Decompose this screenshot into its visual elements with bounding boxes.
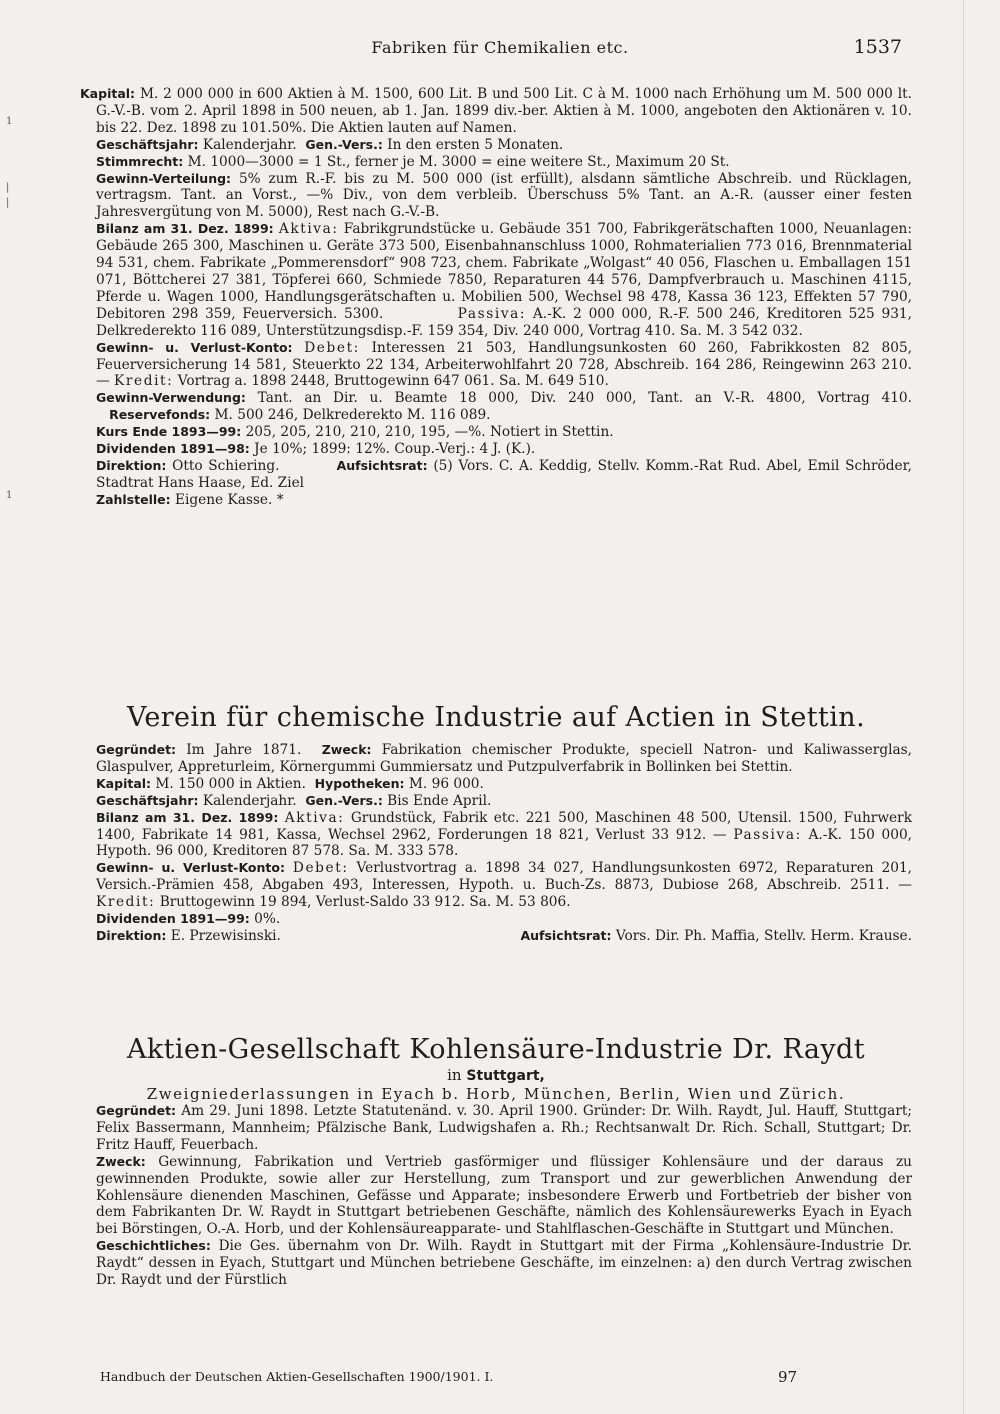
entry-geschaeftsjahr bbox=[80, 793, 912, 810]
entry-direktion bbox=[80, 458, 912, 492]
entry-geschaeftsjahr bbox=[80, 137, 912, 154]
page-number: 1537 bbox=[853, 36, 902, 58]
text-kredit: Vortrag a. 1898 2448, Bruttogewinn 647 061. Sa. M. 649 510. bbox=[177, 373, 609, 390]
text-hypotheken: M. 96 000. bbox=[408, 775, 484, 792]
margin-mark: | bbox=[6, 197, 10, 208]
label-gewinn-verwendung: Gewinn-Verwendung: bbox=[96, 390, 246, 406]
word-in: in bbox=[447, 1066, 462, 1084]
text-zahlstelle: Eigene Kasse. * bbox=[174, 491, 284, 508]
text-direktion: E. Przewisinski. bbox=[170, 927, 281, 944]
label-dividenden: Dividenden 1891—99: bbox=[96, 911, 250, 927]
label-kapital: Kapital: bbox=[80, 86, 136, 101]
label-zweck: Zweck: bbox=[321, 742, 372, 757]
section-previous-company bbox=[80, 86, 912, 509]
text-aufsichtsrat: (5) Vors. C. A. Keddig, Stellv. Komm.-Rat Rud. Abel, Emil Schröder, Stadtrat Hans Haase, Ed. Ziel bbox=[96, 457, 912, 491]
label-kurs: Kurs Ende 1893—99: bbox=[96, 424, 242, 440]
company-title: Verein für chemische Industrie auf Actien in Stettin. bbox=[126, 702, 866, 733]
text-kredit: Bruttogewinn 19 894, Verlust-Saldo 33 912. Sa. M. 53 806. bbox=[159, 894, 571, 911]
text-passiva: A.-K. 2 000 000, R.-F. 500 246, Kreditoren 525 931, Delkrederekto 116 089, Unterstützungsdisp.-F. 159 354, Div. 240 000, Vortrag 410. Sa. M. 3 542 032. bbox=[96, 305, 912, 339]
entry-gegruendet bbox=[80, 1103, 912, 1154]
label-hypotheken: Hypotheken: bbox=[314, 775, 405, 791]
word-aktiva: Aktiva: bbox=[284, 809, 345, 826]
text-gewinn-verwendung: Tant. an Dir. u. Beamte 18 000, Div. 240 000, Tant. an V.-R. 4800, Vortrag 410. bbox=[257, 390, 912, 407]
footer-signature-number: 97 bbox=[778, 1368, 798, 1386]
text-gegruendet: Im Jahre 1871. bbox=[186, 742, 302, 758]
text-geschaeftsjahr: Kalenderjahr. bbox=[202, 792, 297, 809]
entry-bilanz bbox=[80, 810, 912, 861]
label-stimmrecht: Stimmrecht: bbox=[96, 153, 184, 169]
company-title: Aktien-Gesellschaft Kohlensäure-Industrie Dr. Raydt bbox=[127, 1034, 865, 1065]
word-passiva: Passiva: bbox=[733, 826, 802, 843]
entry-stimmrecht bbox=[80, 154, 912, 171]
label-aufsichtsrat: Aufsichtsrat: bbox=[336, 457, 428, 473]
text-debet: Verlustvortrag a. 1898 34 027, Handlungsunkosten 6972, Reparaturen 201, Versich.-Prämien 458, Abgaben 493, Interessen, Hypoth. u. Buch-Zs. 8873, Dubiose 268, Abschreib. 2511. — bbox=[96, 860, 913, 894]
text-geschichtliches: Die Ges. übernahm von Dr. Wilh. Raydt in Stuttgart mit der Firma „Kohlensäure-Industrie Dr. Raydt“ dessen in Eyach, Stuttgart und München betriebene Geschäfte, im einzelnen: a) den durch Vertrag zwischen Dr. Raydt und der Fürstlich bbox=[96, 1238, 912, 1289]
footer-source: Handbuch der Deutschen Aktien-Gesellschaften 1900/1901. I. bbox=[100, 1369, 494, 1384]
entry-dividenden bbox=[80, 911, 912, 928]
entry-geschichtliches bbox=[80, 1238, 912, 1289]
entry-dividenden bbox=[80, 441, 912, 458]
company-city: Stuttgart, bbox=[466, 1068, 545, 1084]
entry-zweck bbox=[80, 1154, 912, 1239]
entry-gewinn-verlust bbox=[80, 340, 912, 391]
label-gegruendet: Gegründet: bbox=[96, 742, 177, 757]
margin-mark: 1 bbox=[6, 116, 13, 127]
entry-gewinn-verwendung bbox=[80, 390, 912, 424]
text-gewinn-verteilung: 5% zum R.-F. bis zu M. 500 000 (ist erfüllt), alsdann sämtliche Abschreib. und Rücklagen, vertragsm. Tant. an Vorst., —% Div., von dem verbleib. Überschuss 5% Tant. an A.-R. (ausser einer festen Jahresvergütung von M. 5000), Rest nach G.-V.-B. bbox=[96, 170, 912, 221]
text-kapital: M. 2 000 000 in 600 Aktien à M. 1500, 600 Lit. B und 500 Lit. C à M. 1000 nach Erhöhung um M. 500 000 lt. G.-V.-B. vom 2. April 1898 in 500 neuen, ab 1. Jan. 1899 div.-ber. Aktien à M. 1000, angeboten den Aktionären v. 10. bis 22. Dez. 1898 zu 101.50%. Die Aktien lauten auf Namen. bbox=[96, 86, 912, 136]
label-geschaeftsjahr: Geschäftsjahr: bbox=[96, 792, 199, 808]
label-zahlstelle: Zahlstelle: bbox=[96, 491, 171, 507]
label-gewinn-verteilung: Gewinn-Verteilung: bbox=[96, 170, 232, 186]
word-debet: Debet: bbox=[304, 339, 360, 356]
word-debet: Debet: bbox=[292, 860, 349, 877]
text-stimmrecht: M. 1000—3000 = 1 St., ferner je M. 3000 = eine weitere St., Maximum 20 St. bbox=[187, 153, 730, 170]
label-gewinn-verlust: Gewinn- u. Verlust-Konto: bbox=[96, 339, 293, 355]
text-gen-vers: Bis Ende April. bbox=[387, 792, 492, 809]
running-header: Fabriken für Chemikalien etc. bbox=[371, 38, 629, 57]
text-aktiva: Fabrikgrundstücke u. Gebäude 351 700, Fabrikgerätschaften 1000, Neuanlagen: Gebäude 265 300, Maschinen u. Geräte 373 500, Eisenbahnanschluss 1000, Rohmaterialien 773 016, Brennmaterial 94 531, chem. Fabrikate „Pommerensdorf“ 908 723, chem. Fabrikate „Wolgast“ 40 056, Flaschen u. Emballagen 151 071, Böttcherei 27 381, Töpferei 660, Schmiede 7850, Reparaturen 44 576, Dampfverbrauch u. Maschinen 4115, Pferde u. Wagen 1000, Handlungsgerätschaften u. Mobilien 500, Wechsel 98 478, Kassa 36 123, Effekten 57 790, Debitoren 298 359, Feuerversich. 5300. bbox=[96, 221, 912, 322]
word-aktiva: Aktiva: bbox=[278, 221, 339, 238]
label-zweck: Zweck: bbox=[96, 1153, 146, 1169]
text-geschaeftsjahr: Kalenderjahr. bbox=[202, 136, 297, 153]
section-kohlensaeure-raydt bbox=[80, 1034, 912, 1289]
text-zweck: Fabrikation chemischer Produkte, speciell Natron- und Kaliwasserglas, Glaspulver, Appreturleim, Körnergummi Gummiersatz und Putzpulverfabrik in Bollinken bei Stettin. bbox=[96, 742, 913, 775]
label-direktion: Direktion: bbox=[96, 927, 167, 943]
text-passiva: A.-K. 150 000, Hypoth. 96 000, Kreditoren 87 578. Sa. M. 333 578. bbox=[96, 826, 912, 860]
section-verein-stettin bbox=[80, 702, 912, 945]
text-direktion: Otto Schiering. bbox=[172, 457, 280, 474]
text-kapital: M. 150 000 in Aktien. bbox=[155, 775, 306, 792]
label-bilanz: Bilanz am 31. Dez. 1899: bbox=[96, 809, 279, 825]
entry-zahlstelle bbox=[80, 492, 912, 509]
page-edge-line bbox=[963, 0, 964, 1414]
label-gen-vers: Gen.-Vers.: bbox=[305, 792, 383, 808]
company-city-line bbox=[80, 1066, 912, 1085]
entry-gewinn-verteilung bbox=[80, 171, 912, 222]
word-passiva: Passiva: bbox=[457, 305, 527, 322]
label-bilanz: Bilanz am 31. Dez. 1899: bbox=[96, 221, 274, 237]
entry-direktion bbox=[80, 928, 912, 945]
entry-gewinn-verlust bbox=[80, 860, 912, 911]
text-gegruendet: Am 29. Juni 1898. Letzte Statutenänd. v. 30. April 1900. Gründer: Dr. Wilh. Raydt, Jul. Hauff, Stuttgart; Felix Bassermann, Mannheim; Pfälzische Bank, Ludwigshafen a. Rh.; Rechtsanwalt Dr. Rich. Schall, Stuttgart; Dr. Fritz Hauff, Feuerbach. bbox=[96, 1103, 912, 1153]
label-gewinn-verlust: Gewinn- u. Verlust-Konto: bbox=[96, 860, 285, 876]
text-aufsichtsrat: Vors. Dir. Ph. Maffia, Stellv. Herm. Krause. bbox=[615, 927, 912, 944]
label-kapital: Kapital: bbox=[96, 775, 152, 791]
text-reservefonds: M. 500 246, Delkrederekto M. 116 089. bbox=[214, 407, 491, 424]
company-branches: Zweigniederlassungen in Eyach b. Horb, München, Berlin, Wien und Zürich. bbox=[146, 1085, 846, 1103]
text-gen-vers: In den ersten 5 Monaten. bbox=[387, 136, 564, 153]
entry-kapital bbox=[80, 776, 912, 793]
label-gen-vers: Gen.-Vers.: bbox=[305, 136, 383, 152]
entry-kapital bbox=[80, 86, 912, 137]
entry-gegruendet bbox=[80, 742, 912, 776]
label-reservefonds: Reservefonds: bbox=[109, 407, 211, 423]
text-dividenden: 0%. bbox=[254, 911, 281, 928]
text-zweck: Gewinnung, Fabrikation und Vertrieb gasförmiger und flüssiger Kohlensäure und der daraus zu gewinnenden Produkte, sowie aller zur Herstellung, zum Transport und zur gewerblichen Anwendung der Kohlensäure dienenden Maschinen, Gefässe und Apparate; insbesondere Erwerb und Fortbetrieb der bisher von dem Fabrikanten Dr. W. Raydt in Stuttgart betriebenen Geschäfte, nämlich des Kohlensäurewerks Eyach in Eyach bei Börstingen, O.-A. Horb, und der Kohlensäureapparate- und Stahlflaschen-Geschäfte in Stuttgart und München. bbox=[96, 1153, 912, 1238]
label-gegruendet: Gegründet: bbox=[96, 1103, 177, 1118]
text-debet: Interessen 21 503, Handlungsunkosten 60 260, Fabrikkosten 82 805, Feuerversicherung 14 581, Steuerkto 22 134, Arbeiterwohlfahrt 20 728, Abschreib. 164 286, Reingewinn 263 210. — bbox=[96, 339, 913, 390]
label-geschichtliches: Geschichtliches: bbox=[96, 1238, 211, 1254]
label-direktion: Direktion: bbox=[96, 457, 167, 473]
label-geschaeftsjahr: Geschäftsjahr: bbox=[96, 136, 199, 152]
word-kredit: Kredit: bbox=[96, 894, 156, 911]
margin-mark: | bbox=[6, 182, 10, 193]
text-kurs: 205, 205, 210, 210, 210, 195, —%. Notiert in Stettin. bbox=[245, 424, 614, 441]
label-aufsichtsrat: Aufsichtsrat: bbox=[520, 927, 612, 943]
margin-mark: 1 bbox=[6, 490, 13, 501]
entry-kurs bbox=[80, 424, 912, 441]
word-kredit: Kredit: bbox=[114, 373, 174, 390]
text-aktiva: Grundstück, Fabrik etc. 221 500, Maschinen 48 500, Utensil. 1500, Fuhrwerk 1400, Fabrikate 14 981, Kassa, Wechsel 2962, Forderungen 18 821, Verlust 33 912. — bbox=[96, 809, 912, 843]
entry-bilanz bbox=[80, 221, 912, 339]
label-dividenden: Dividenden 1891—98: bbox=[96, 441, 250, 457]
text-dividenden: Je 10%; 1899: 12%. Coup.-Verj.: 4 J. (K.). bbox=[254, 441, 536, 458]
